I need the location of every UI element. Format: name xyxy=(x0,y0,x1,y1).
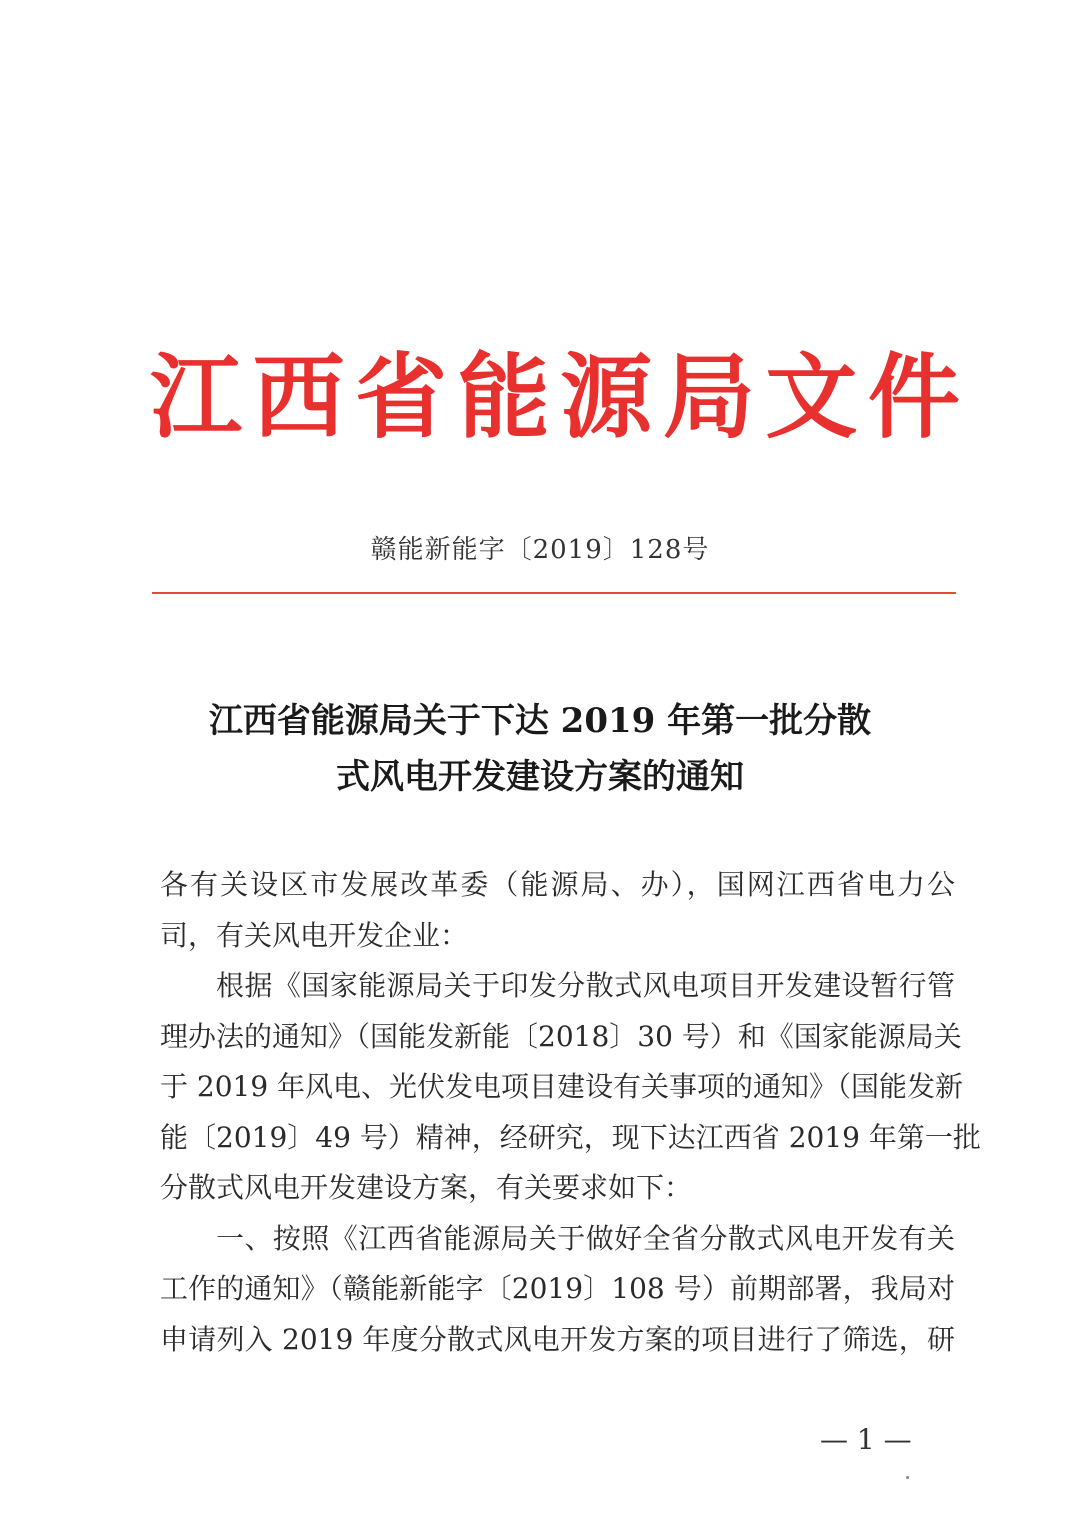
body-line: 申请列入 2019 年度分散式风电开发方案的项目进行了筛选，研 xyxy=(160,1322,955,1356)
scan-speck xyxy=(906,1476,909,1479)
masthead-char: 省 xyxy=(355,343,448,451)
masthead-char: 文 xyxy=(765,343,858,451)
body-line: 根据《国家能源局关于印发分散式风电项目开发建设暂行管 xyxy=(216,969,955,1002)
masthead-char: 局 xyxy=(662,343,755,451)
masthead-char: 件 xyxy=(867,343,960,451)
body-line: 分散式风电开发建设方案，有关要求如下： xyxy=(160,1171,693,1204)
body-line: 于 2019 年风电、光伏发电项目建设有关事项的通知》（国能发新 xyxy=(160,1070,964,1103)
body-line: 能〔2019〕49 号）精神，经研究，现下达江西省 2019 年第一批 xyxy=(160,1120,981,1154)
body-line: 司，有关风电开发企业： xyxy=(160,918,469,952)
body-line: 各有关设区市发展改革委（能源局、办），国网江西省电力公 xyxy=(160,868,955,901)
title-line-1: 江西省能源局关于下达 2019 年第一批分散 xyxy=(208,701,872,741)
masthead xyxy=(150,342,960,452)
masthead-char: 能 xyxy=(457,343,550,451)
masthead-char: 西 xyxy=(252,343,345,451)
title-line-2: 式风电开发建设方案的通知 xyxy=(336,757,744,797)
page-number: — 1 — xyxy=(820,1423,912,1456)
masthead-char: 源 xyxy=(560,343,653,451)
body-line: 一、按照《江西省能源局关于做好全省分散式风电开发有关 xyxy=(216,1221,955,1255)
body-line: 理办法的通知》（国能发新能〔2018〕30 号）和《国家能源局关 xyxy=(160,1019,962,1053)
document-title xyxy=(150,693,930,805)
body-line: 工作的通知》（赣能新能字〔2019〕108 号）前期部署，我局对 xyxy=(160,1272,955,1305)
masthead-char: 江 xyxy=(150,343,243,451)
body-text xyxy=(160,860,981,1365)
document-number: 赣能新能字〔2019〕128号 xyxy=(370,535,710,565)
red-divider xyxy=(152,592,956,594)
